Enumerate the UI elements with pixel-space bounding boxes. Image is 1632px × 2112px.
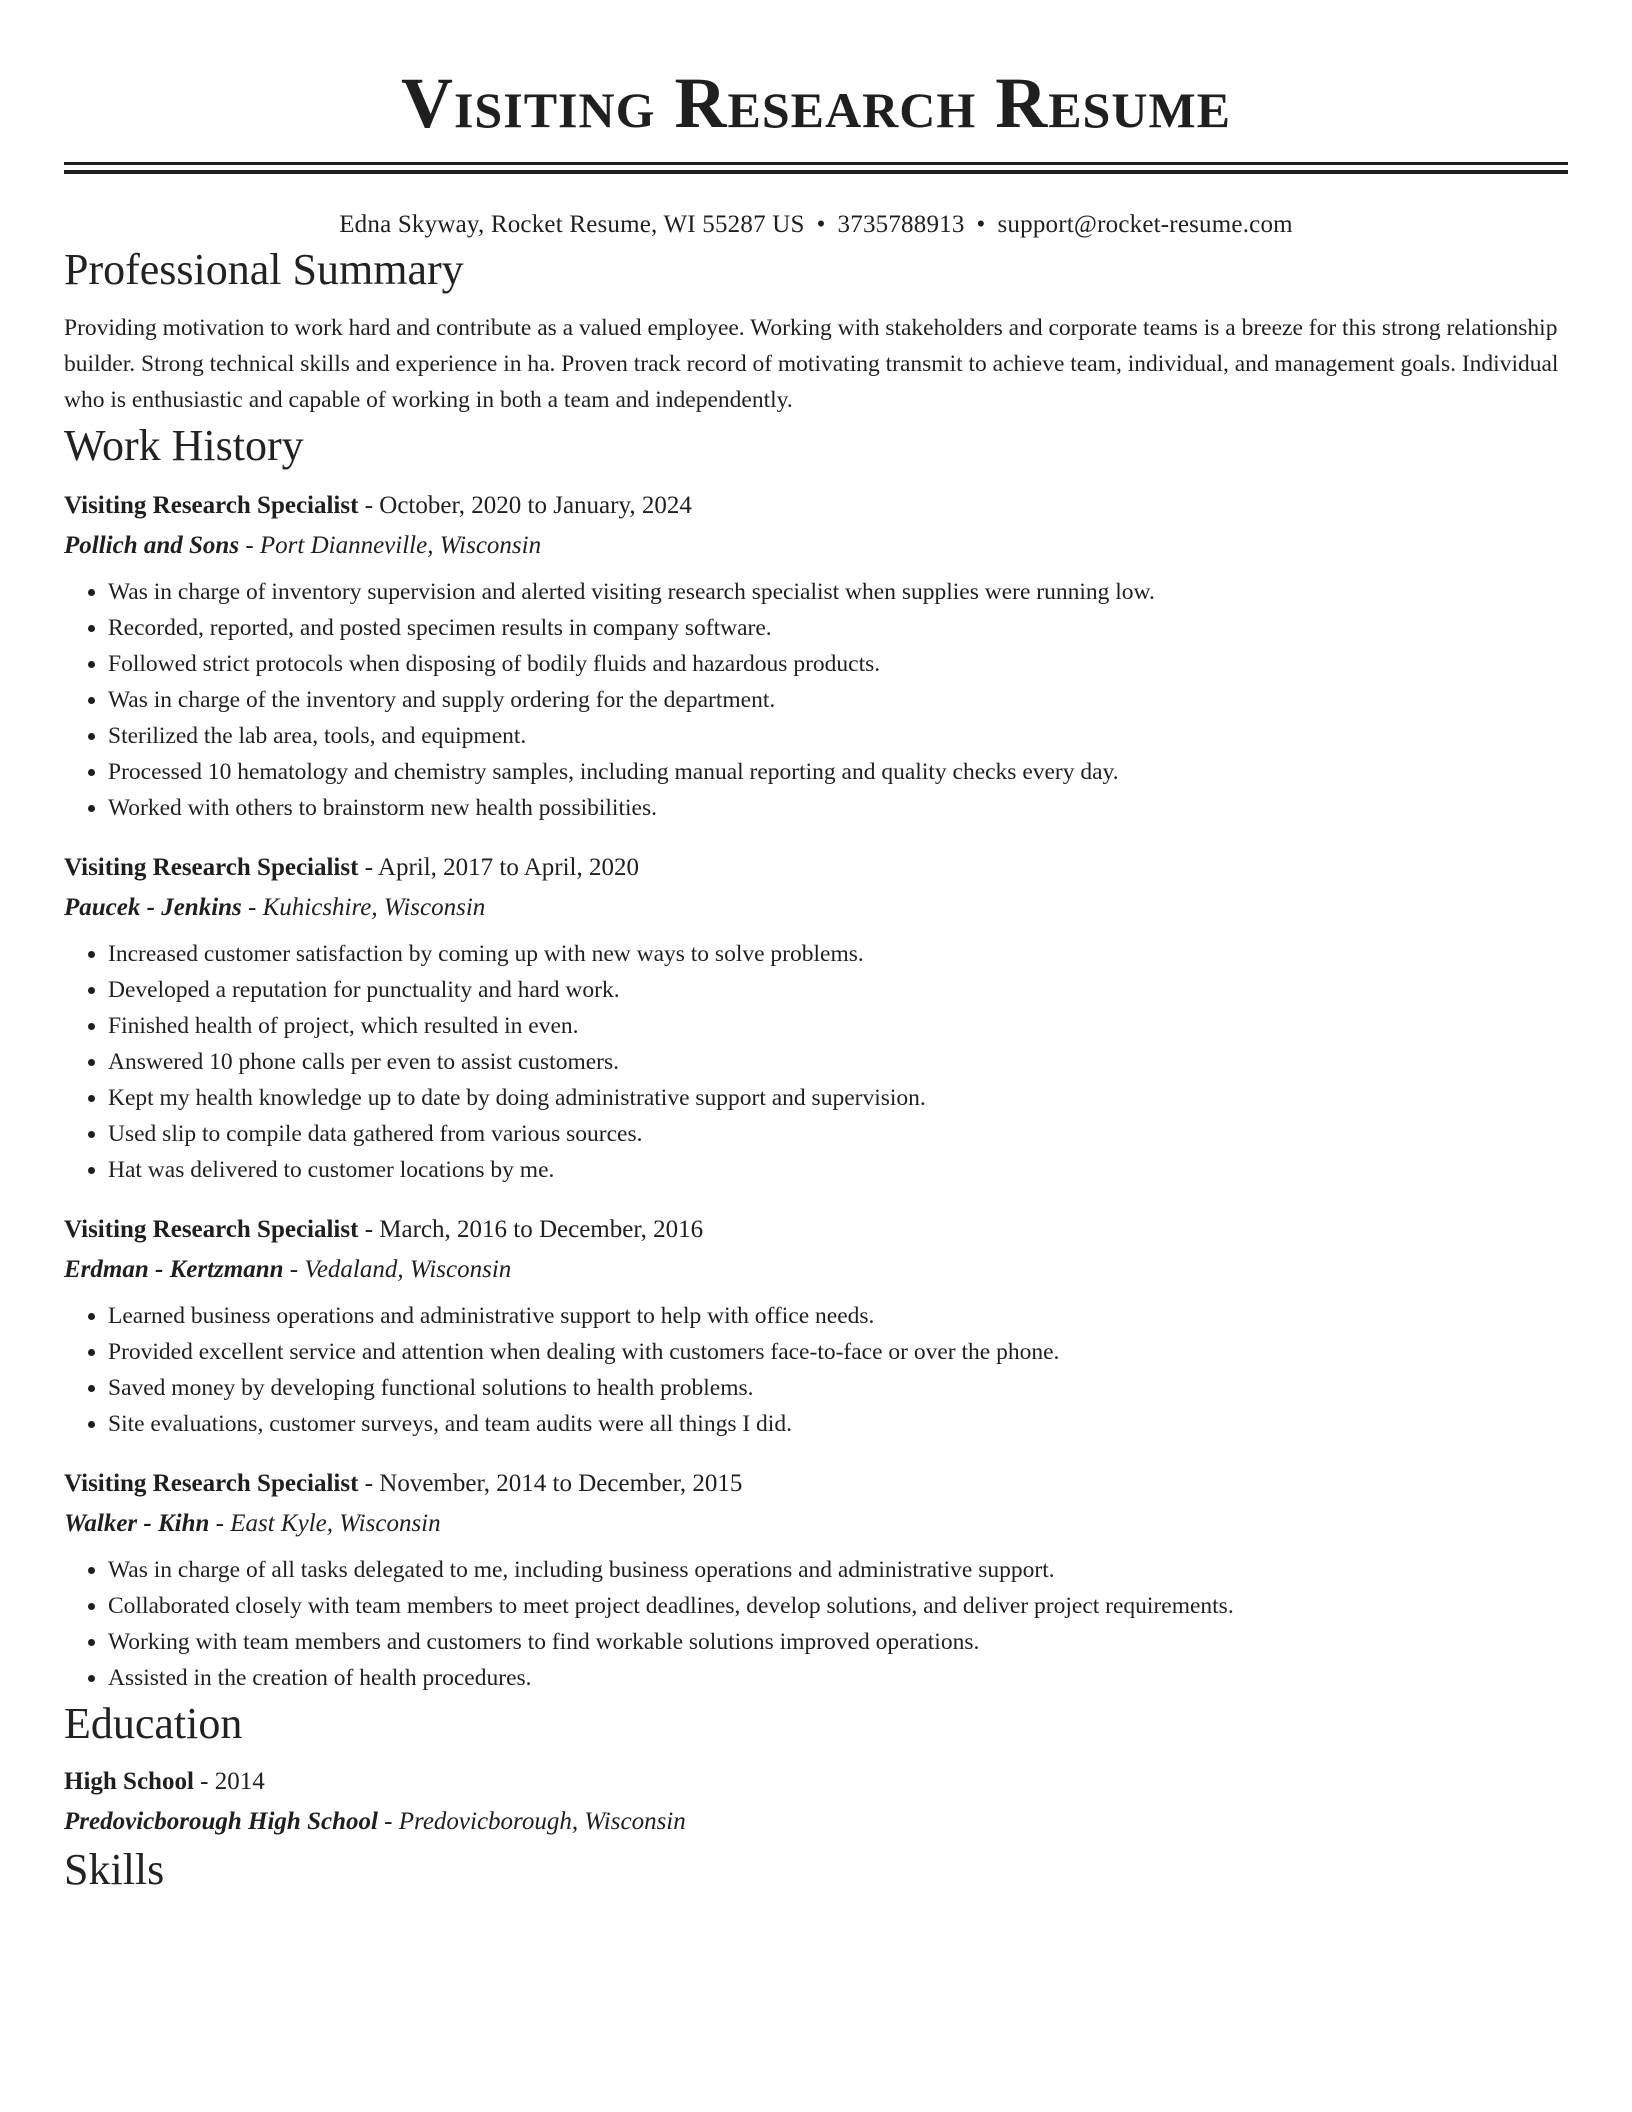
job-bullet: • Hat was delivered to customer locations by me.	[108, 1152, 1568, 1188]
job-dates: - November, 2014 to December, 2015	[358, 1470, 743, 1497]
job-location: - Kuhicshire, Wisconsin	[241, 894, 486, 921]
job-role: Visiting Research Specialist	[64, 1470, 359, 1497]
job-bullet: • Finished health of project, which resulted in even.	[108, 1008, 1568, 1044]
job-entry	[64, 486, 1568, 826]
job-company: Pollich and Sons	[64, 532, 240, 559]
skills-heading: Skills	[64, 1845, 165, 1894]
job-bullet: • Used slip to compile data gathered from various sources.	[108, 1116, 1568, 1152]
job-company-line	[64, 526, 1568, 566]
contact-separator: •	[816, 211, 826, 238]
job-role: Visiting Research Specialist	[64, 492, 359, 519]
job-bullet: • Kept my health knowledge up to date by doing administrative support and supervision.	[108, 1080, 1568, 1116]
job-bullet: • Sterilized the lab area, tools, and equipment.	[108, 718, 1568, 754]
job-bullet: • Assisted in the creation of health procedures.	[108, 1660, 1568, 1696]
job-bullet: • Followed strict protocols when disposing of bodily fluids and hazardous products.	[108, 646, 1568, 682]
contact-phone: 3735788913	[837, 211, 965, 238]
job-entry	[64, 1210, 1568, 1442]
education-year: - 2014	[193, 1768, 265, 1795]
job-company-line	[64, 1504, 1568, 1544]
job-bullets	[64, 1552, 1568, 1696]
job-dates: - March, 2016 to December, 2016	[358, 1216, 704, 1243]
job-bullet: • Working with team members and customers to find workable solutions improved operations.	[108, 1624, 1568, 1660]
job-location: - Port Dianneville, Wisconsin	[239, 532, 542, 559]
job-company-line	[64, 1250, 1568, 1290]
contact-email: support@rocket-resume.com	[997, 211, 1293, 238]
job-bullet: • Was in charge of all tasks delegated to me, including business operations and administrative support.	[108, 1552, 1568, 1588]
education-degree-line	[64, 1762, 1568, 1802]
job-bullets	[64, 936, 1568, 1188]
job-bullet: • Provided excellent service and attention when dealing with customers face-to-face or over the phone.	[108, 1334, 1568, 1370]
job-bullet: • Was in charge of inventory supervision and alerted visiting research specialist when supplies were running low.	[108, 574, 1568, 610]
job-bullet: • Was in charge of the inventory and supply ordering for the department.	[108, 682, 1568, 718]
job-bullet: • Increased customer satisfaction by coming up with new ways to solve problems.	[108, 936, 1568, 972]
job-title-line	[64, 1210, 1568, 1250]
work-history-list	[64, 486, 1568, 1696]
job-bullet: • Saved money by developing functional solutions to health problems.	[108, 1370, 1568, 1406]
job-bullet: • Developed a reputation for punctuality and hard work.	[108, 972, 1568, 1008]
job-entry	[64, 848, 1568, 1188]
summary-text: Providing motivation to work hard and contribute as a valued employee. Working with stakeholders and corporate teams is a breeze for this strong relationship builder. Strong technical skills and experience in ha. Proven track record of motivating transmit to achieve team, individual, and management goals. Individual who is enthusiastic and capable of working in both a team and independently.	[64, 315, 1559, 413]
education-school: Predovicborough High School	[64, 1808, 378, 1835]
summary-heading: Professional Summary	[64, 245, 464, 294]
job-role: Visiting Research Specialist	[64, 854, 359, 881]
job-company: Paucek - Jenkins	[64, 894, 242, 921]
education-school-line	[64, 1802, 1568, 1842]
job-bullets	[64, 574, 1568, 826]
job-location: - Vedaland, Wisconsin	[283, 1256, 512, 1283]
job-bullet: • Learned business operations and administrative support to help with office needs.	[108, 1298, 1568, 1334]
job-bullet: • Collaborated closely with team members to meet project deadlines, develop solutions, and deliver project requirements.	[108, 1588, 1568, 1624]
job-role: Visiting Research Specialist	[64, 1216, 359, 1243]
contact-address: Edna Skyway, Rocket Resume, WI 55287 US	[339, 211, 805, 238]
resume-title: Visiting Research Resume	[400, 63, 1232, 143]
job-bullet: • Processed 10 hematology and chemistry samples, including manual reporting and quality checks every day.	[108, 754, 1568, 790]
job-dates: - April, 2017 to April, 2020	[358, 854, 639, 881]
job-bullet: • Answered 10 phone calls per even to assist customers.	[108, 1044, 1568, 1080]
education-entry	[64, 1762, 1568, 1842]
education-heading: Education	[64, 1699, 243, 1748]
job-company: Erdman - Kertzmann	[64, 1256, 284, 1283]
job-bullet: • Recorded, reported, and posted specimen results in company software.	[108, 610, 1568, 646]
job-dates: - October, 2020 to January, 2024	[358, 492, 692, 519]
work-history-heading: Work History	[64, 421, 304, 470]
job-location: - East Kyle, Wisconsin	[209, 1510, 441, 1537]
contact-line	[64, 208, 1568, 242]
job-bullet: • Worked with others to brainstorm new health possibilities.	[108, 790, 1568, 826]
job-bullet: • Site evaluations, customer surveys, and team audits were all things I did.	[108, 1406, 1568, 1442]
job-entry	[64, 1464, 1568, 1696]
job-bullets	[64, 1298, 1568, 1442]
job-company-line	[64, 888, 1568, 928]
job-company: Walker - Kihn	[64, 1510, 210, 1537]
job-title-line	[64, 486, 1568, 526]
job-title-line	[64, 1464, 1568, 1504]
education-degree: High School	[64, 1768, 194, 1795]
contact-separator: •	[976, 211, 986, 238]
education-location: - Predovicborough, Wisconsin	[377, 1808, 686, 1835]
title-divider	[64, 162, 1568, 174]
job-title-line	[64, 848, 1568, 888]
